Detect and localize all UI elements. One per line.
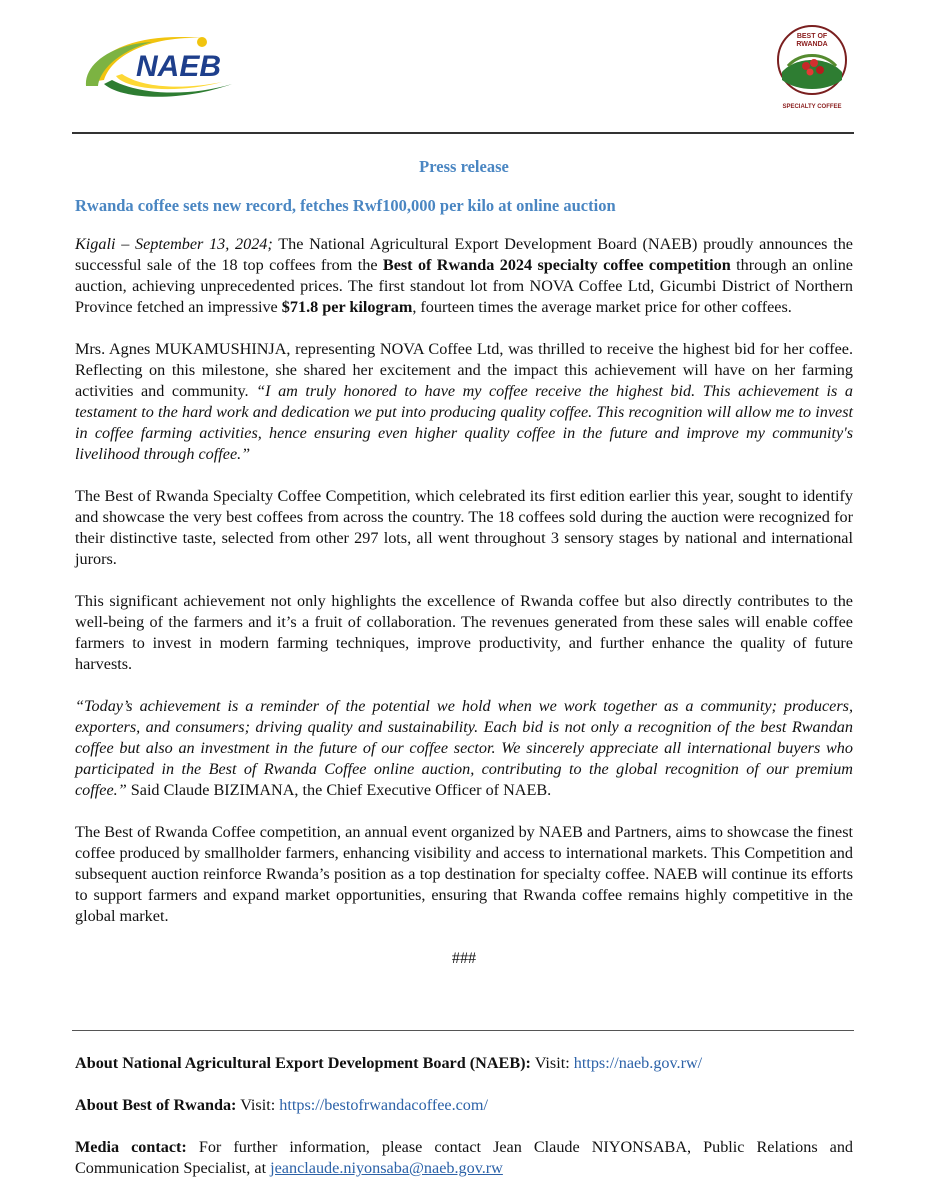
footer-divider — [72, 1030, 854, 1031]
paragraph-about-competition: The Best of Rwanda Coffee competition, an annual event organized by NAEB and Partners, aims to showcase the finest coffee produced by smallholder farmers, enhancing visibility and access to international markets. This Competition and subsequent auction reinforce Rwanda’s position as a top destination for specialty coffee. NAEB will continue its efforts to support farmers and expand market opportunities, ensuring that Rwanda coffee remains highly competitive in the global market. — [75, 823, 853, 925]
farmer-text: Mrs. Agnes MUKAMUSHINJA, representing NOVA Coffee Ltd, was thrilled to receive the highest bid for her coffee. Reflecting on this milestone, she shared her excitement and the impact this achievement will have on her farming activities and community. — [75, 340, 853, 400]
bor-logo-bottom: SPECIALTY COFFEE — [782, 104, 842, 110]
about-naeb — [75, 1053, 853, 1074]
farmer-quote: “I am truly honored to have my coffee receive the highest bid. This achievement is a testament to the hard work and dedication we put into producing quality coffee. This recognition will allow me to invest in coffee farming activities, hence ensuring even higher quality coffee in the future and improve my community's livelihood through coffee.” — [75, 382, 853, 463]
best-of-rwanda-logo — [776, 22, 848, 114]
naeb-logo — [82, 24, 242, 104]
end-mark: ### — [451, 949, 477, 967]
about-bor-visit: Visit: — [236, 1096, 280, 1114]
paragraph-competition: The Best of Rwanda Specialty Coffee Competition, which celebrated its first edition earlier this year, sought to identify and showcase the very best coffees from across the country. The 18 coffees sold during the auction were recognized for their distinctive taste, selected from other 297 lots, all went throughout 3 sensory stages by national and international jurors. — [75, 487, 853, 568]
paragraph-ceo-quote — [75, 696, 853, 801]
paragraph-farmer — [75, 339, 853, 465]
intro-text-2: through an online auction, achieving unprecedented prices. The first standout lot from NOVA Coffee Ltd, Gicumbi District of Northern Province fetched an impressive — [75, 256, 853, 316]
media-contact-label: Media contact: — [75, 1138, 187, 1156]
press-release-body — [75, 156, 853, 969]
intro-bold-price: $71.8 per kilogram — [281, 298, 413, 316]
naeb-logo-text: NAEB — [136, 50, 222, 83]
about-naeb-label: About National Agricultural Export Development Board (NAEB): — [75, 1054, 531, 1072]
naeb-website-link[interactable]: https://naeb.gov.rw/ — [573, 1054, 703, 1072]
press-label: Press release — [419, 157, 509, 176]
media-contact — [75, 1137, 853, 1179]
header-divider — [72, 132, 854, 134]
paragraph-intro — [75, 234, 853, 318]
dateline: Kigali – September 13, 2024; — [75, 235, 273, 253]
intro-text-1: The National Agricultural Export Development Board (NAEB) proudly announces the successful sale of the 18 top coffees from the — [75, 235, 853, 274]
paragraph-achievement: This significant achievement not only highlights the excellence of Rwanda coffee but also directly contributes to the well-being of the farmers and it’s a fruit of collaboration. The revenues generated from these sales will enable coffee farmers to invest in modern farming techniques, improve productivity, and further enhance the quality of future harvests. — [75, 592, 853, 673]
about-naeb-visit: Visit: — [530, 1054, 574, 1072]
ceo-quote: “Today’s achievement is a reminder of the potential we hold when we work together as a community; producers, exporters, and consumers; driving quality and sustainability. Each bid is not only a recognition of the best Rwandan coffee but also an investment in the future of our coffee sector. We sincerely appreciate all international buyers who participated in the Best of Rwanda Coffee online auction, contributing to the global recognition of our premium coffee.” — [75, 697, 853, 799]
bor-logo-mid: RWANDA — [796, 41, 828, 48]
bor-website-link[interactable]: https://bestofrwandacoffee.com/ — [279, 1096, 488, 1114]
media-contact-text: For further information, please contact Jean Claude NIYONSABA, Public Relations and Communication Specialist, at — [75, 1138, 854, 1177]
about-section — [75, 1053, 853, 1179]
headline: Rwanda coffee sets new record, fetches Rwf100,000 per kilo at online auction — [75, 196, 616, 215]
intro-text-3: , fourteen times the average market price for other coffees. — [412, 298, 792, 316]
bor-logo-top: BEST OF — [796, 33, 828, 40]
about-bor-label: About Best of Rwanda: — [75, 1096, 237, 1114]
ceo-attribution: Said Claude BIZIMANA, the Chief Executive Officer of NAEB. — [126, 781, 552, 799]
about-bor — [75, 1095, 853, 1116]
media-email-link[interactable]: jeanclaude.niyonsaba@naeb.gov.rw — [270, 1159, 503, 1177]
intro-bold-competition: Best of Rwanda 2024 specialty coffee competition — [382, 256, 731, 274]
